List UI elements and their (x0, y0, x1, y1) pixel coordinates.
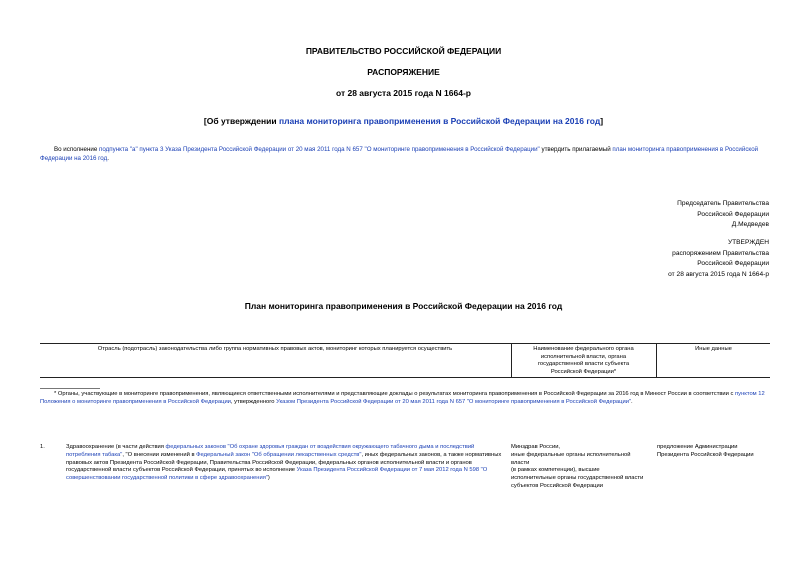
healthcare-decree-link[interactable]: Указа Президента Российской Федерации от 7 мая 2012 года N 598 "О совершенствовании государственной политики в сфере здравоохранения" (66, 467, 488, 482)
title-suffix: ] (600, 116, 604, 126)
approval-block (668, 238, 769, 280)
plan-title: План мониторинга правоприменения в Российской Федерации на 2016 год (244, 301, 563, 311)
medicines-law-link[interactable]: Федеральный закон "Об обращении лекарственных средств" (196, 451, 362, 458)
title-plan-link[interactable]: плана мониторинга правоприменения в Российской Федерации на 2016 год (278, 116, 601, 126)
row-text-3: , иных федеральных законов, а также нормативных правовых актов Президента Российской Федерации, Правительства Российской Федерации, федеральных органов исполнительной власти и органов государственной власти субъектов Российской Федерации, принятых во исполнение (66, 451, 502, 474)
header-col-other: Иные данные (695, 346, 732, 352)
signature-position: Председатель Правительства (677, 200, 769, 207)
approval-line-3: Российской Федерации (697, 260, 769, 267)
row-text-2: , "О внесении изменений в (122, 451, 197, 458)
row-number: 1. (40, 444, 45, 450)
signature-country: Российской Федерации (697, 210, 769, 218)
agency-ministry: Минздрав России, (511, 444, 561, 450)
document-title (0, 116, 807, 126)
intro-text-2: утвердить прилагаемый (539, 146, 613, 153)
row-agency (511, 444, 646, 491)
document-type: РАСПОРЯЖЕНИЕ (367, 67, 440, 77)
row-sector (66, 444, 506, 483)
signature-block (677, 199, 769, 231)
row-text-4: ) (267, 475, 270, 482)
decree-subparagraph-link[interactable]: подпункта "а" пункта 3 Указа Президента Российской Федерации от 20 мая 2011 года N 657 "О мониторинге правоприменения в Российской Федерации" (99, 146, 540, 153)
signature-name: Д.Медведев (731, 221, 769, 228)
document-date: от 28 августа 2015 года N 1664-р (335, 88, 471, 98)
regulation-link[interactable]: пунктом 12 Положения о мониторинге правоприменения в Российской Федерации (40, 391, 765, 405)
header-col-agency: Наименование федерального органа исполнительной власти, органа государственной власти субъекта Российской Федерации* (533, 346, 634, 375)
plan-link[interactable]: план мониторинга правоприменения в Российской Федерации на 2016 год (40, 146, 759, 162)
footnote-text-3: . (631, 398, 633, 405)
approval-title: УТВЕРЖДЕН (727, 239, 769, 246)
tobacco-law-link[interactable]: федеральных законов "Об охране здоровья граждан от воздействия окружающего табачного дыма и последствий потребления табака" (66, 444, 475, 458)
row-other: предложение Администрации Президента Российской Федерации (657, 444, 754, 458)
decree-link[interactable]: Указом Президента Российской Федерации от 20 мая 2011 года N 657 "О мониторинге правоприменения в Российской Федерации" (276, 398, 632, 405)
intro-paragraph (40, 145, 770, 163)
government-heading: ПРАВИТЕЛЬСТВО РОССИЙСКОЙ ФЕДЕРАЦИИ (305, 46, 502, 56)
header-col-sector: Отрасль (подотрасль) законодательства либо группа нормативных правовых актов, мониторинг которых планируется осуществить (97, 346, 453, 352)
approval-line-2: распоряжением Правительства (672, 249, 769, 257)
footnote-divider (40, 388, 100, 389)
approval-date: от 28 августа 2015 года N 1664-р (668, 270, 769, 278)
row-text-1: Здравоохранение (в части действия (66, 444, 166, 450)
intro-text-3: . (107, 155, 109, 162)
footnote-text-1: * Органы, участвующие в мониторинге правоприменения, являющиеся ответственными исполнителями и представляющие доклады о результатах мониторинга правоприменения в Российской Федерации за 2016 год в Минюст России в соответствии с (54, 391, 736, 397)
agency-federal: иные федеральные органы исполнительной власти (511, 451, 631, 466)
title-prefix: [Об утверждении (203, 116, 279, 126)
intro-text-1: Во исполнение (54, 146, 99, 153)
footnote (40, 391, 770, 407)
agency-regional: (в рамках компетенции), высшие исполнительные органы государственной власти субъектов Российской Федерации (511, 467, 644, 489)
footnote-text-2: , утвержденного (230, 398, 277, 405)
plan-table-header (40, 343, 770, 378)
